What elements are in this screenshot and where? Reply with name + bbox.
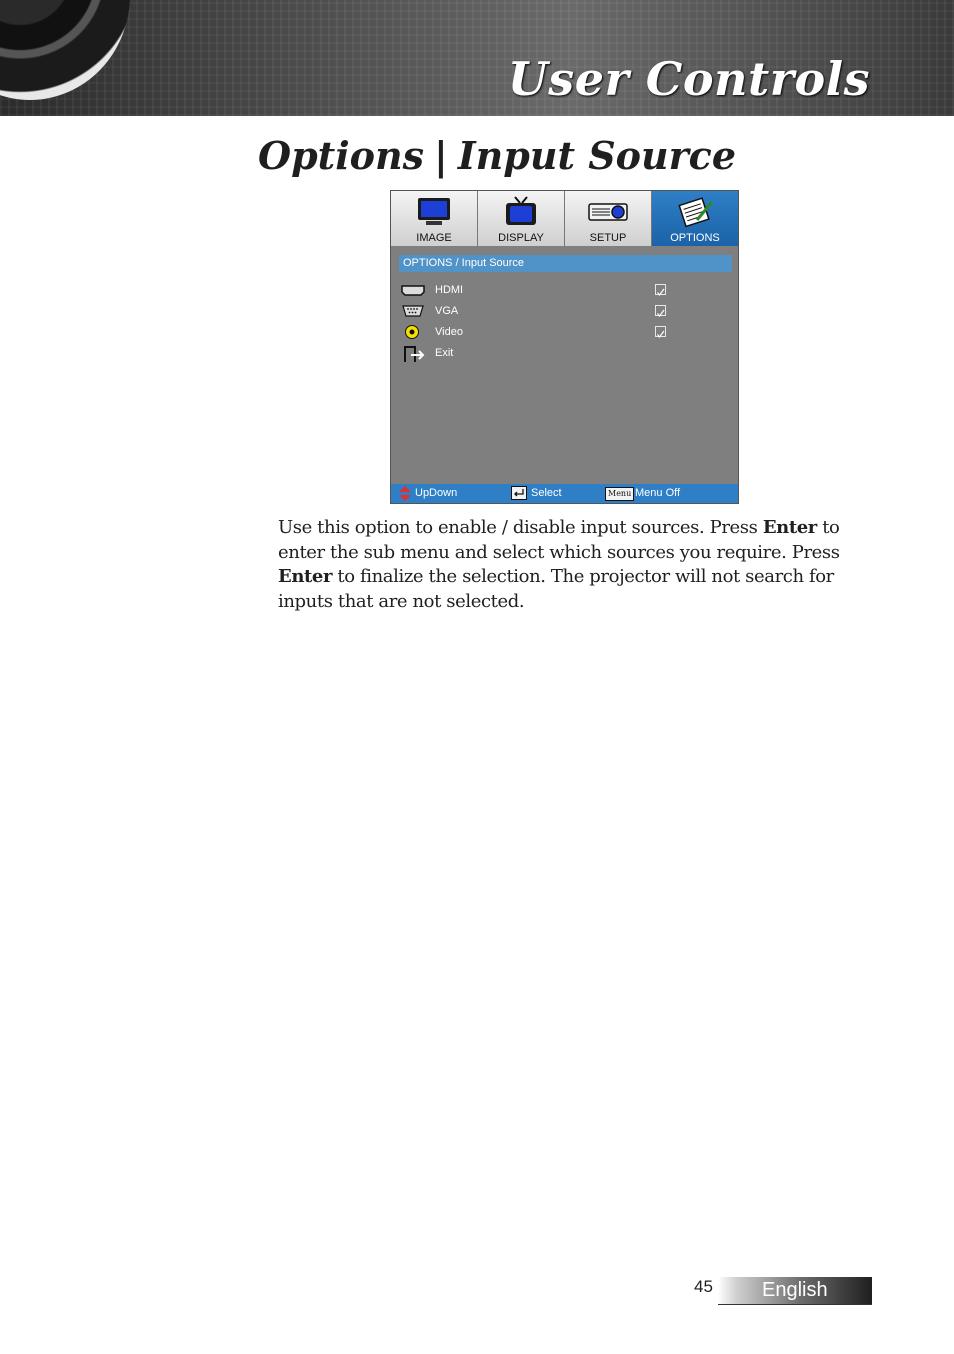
tab-display[interactable]	[478, 191, 565, 246]
video-icon	[401, 325, 425, 339]
enter-key-icon	[511, 486, 527, 500]
footer-menu-off-label: Menu Off	[635, 487, 681, 499]
tab-image-label: IMAGE	[416, 232, 452, 244]
tab-setup-label: SETUP	[589, 232, 627, 244]
menu-item-label: HDMI	[435, 284, 464, 296]
osd-breadcrumb: OPTIONS / Input Source	[399, 255, 732, 272]
tv-icon	[501, 196, 541, 228]
exit-icon	[401, 344, 425, 362]
section-title: User Controls	[507, 52, 870, 106]
projector-icon	[588, 196, 628, 228]
menu-item-exit[interactable]	[401, 344, 661, 362]
tab-options[interactable]	[652, 191, 738, 246]
vga-icon	[401, 304, 425, 318]
header-banner	[0, 0, 954, 116]
footer-updown-label: UpDown	[415, 487, 458, 499]
menu-item-video[interactable]	[401, 323, 661, 341]
menu-item-label: Video	[435, 326, 463, 338]
description-text: Use this option to enable / disable input sources. Press	[278, 517, 763, 538]
osd-menu	[390, 190, 739, 504]
page-title-right: Input Source	[457, 133, 736, 178]
description-text: to finalize the selection. The projector will not search for inputs that are not selected.	[278, 566, 834, 612]
footer-select-label: Select	[531, 487, 562, 499]
language-label: English	[762, 1279, 828, 1301]
page-title-separator: |	[434, 133, 448, 178]
enter-key-text: Enter	[278, 566, 333, 587]
tab-image[interactable]	[391, 191, 478, 246]
osd-footer	[391, 484, 738, 503]
page-title	[258, 133, 736, 178]
updown-arrows-icon	[399, 486, 411, 501]
menu-item-label: VGA	[435, 305, 459, 317]
monitor-icon	[414, 196, 454, 228]
lens-graphic	[0, 0, 130, 100]
tab-display-label: DISPLAY	[498, 232, 544, 244]
description-text: to enter the sub menu and select which sources you require. Press	[278, 517, 840, 563]
menu-item-vga[interactable]	[401, 302, 661, 320]
video-checkbox[interactable]	[655, 326, 666, 337]
hdmi-icon	[401, 283, 425, 297]
menu-item-label: Exit	[435, 347, 454, 359]
notepad-icon	[675, 196, 715, 228]
osd-tabs	[391, 191, 738, 246]
menu-item-hdmi[interactable]	[401, 281, 661, 299]
enter-key-text: Enter	[762, 517, 817, 538]
tab-options-label: OPTIONS	[670, 232, 720, 244]
vga-checkbox[interactable]	[655, 305, 666, 316]
page-title-left: Options	[258, 133, 425, 178]
description-paragraph	[278, 516, 858, 614]
menu-key-icon: Menu	[605, 487, 634, 501]
tab-setup[interactable]	[565, 191, 652, 246]
page-number: 45	[694, 1277, 713, 1296]
hdmi-checkbox[interactable]	[655, 284, 666, 295]
